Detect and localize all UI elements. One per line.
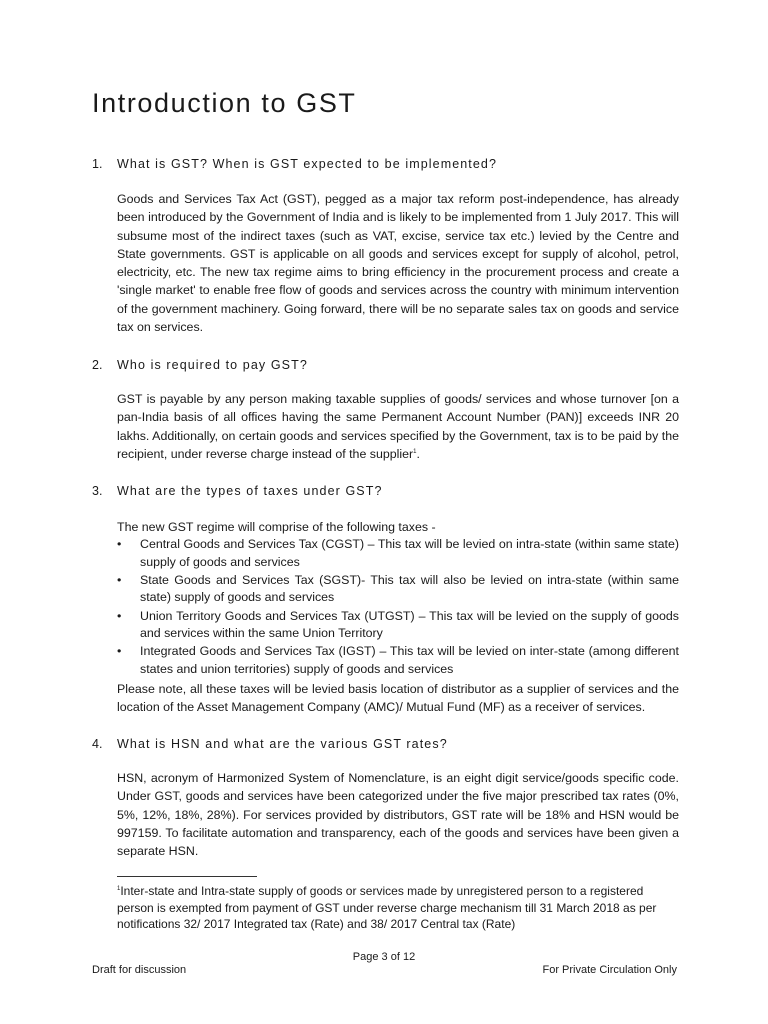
footer-circulation-label: For Private Circulation Only (542, 964, 677, 976)
tax-types-list (117, 536, 679, 679)
answer-3-closing: Please note, all these taxes will be levied basis location of distributor as a supplier of services and the location of the Asset Management Company (AMC)/ Mutual Fund (MF) as a receiver of services. (117, 682, 679, 715)
list-item-text: State Goods and Services Tax (SGST)- This tax will also be levied on intra-state (within same state) supply of goods and services (140, 572, 679, 605)
bullet-icon: • (117, 608, 122, 623)
question-1-heading (92, 157, 692, 171)
answer-2-text: GST is payable by any person making taxable supplies of goods/ services and whose turnover [on a pan-India basis of all offices having the same Permanent Account Number (PAN)] exceeds INR 20 lakhs. Additionally, on certain goods and services specified by the Government, tax is to be paid by the recipient, under reverse charge instead of the supplier (117, 392, 679, 461)
question-2-heading (92, 358, 692, 372)
question-4-number: 4. (92, 737, 103, 751)
answer-1-paragraph: Goods and Services Tax Act (GST), pegged as a major tax reform post-independence, has already been introduced by the Government of India and is likely to be implemented from 1 July 2017. This will subsume most of the indirect taxes (such as VAT, excise, service tax etc.) levied by the Centre and State governments. GST is applicable on all goods and services except for supply of alcohol, petrol, electricity, etc. The new tax regime aims to bring efficiency in the procurement process and create a 'single market' to enable free flow of goods and services across the country with minimum intervention of the government machinery. Going forward, there will be no separate sales tax on goods and service tax on services. (117, 192, 679, 335)
footnote-divider (117, 876, 257, 877)
question-1-text: What is GST? When is GST expected to be implemented? (117, 157, 498, 171)
list-item (117, 643, 679, 678)
bullet-icon: • (117, 572, 122, 587)
answer-2-end: . (416, 446, 420, 461)
footnote-reference[interactable]: 1 (413, 448, 417, 455)
answer-4-paragraph: HSN, acronym of Harmonized System of Nomenclature, is an eight digit service/goods specific code. Under GST, goods and services have been categorized under the five major prescribed tax rates (0%, 5%, 12%, 18%, 28%). For services provided by distributors, GST rate will be 18% and HSN would be 997159. To facilitate automation and transparency, each of the goods and services have been given a separate HSN. (117, 771, 679, 859)
list-item-text: Integrated Goods and Services Tax (IGST) – This tax will be levied on inter-state (among different states and union territories) supply of goods and services (140, 644, 679, 676)
bullet-icon: • (117, 537, 122, 551)
footnote-text: Inter-state and Intra-state supply of goods or services made by unregistered person to a registered person is exempted from payment of GST under reverse charge mechanism till 31 March 2018 as per notifications 32/ 2017 Integrated tax (Rate) and 38/ 2017 Central tax (Rate) (117, 884, 657, 931)
question-2-text: Who is required to pay GST? (117, 358, 308, 372)
question-3-text: What are the types of taxes under GST? (117, 484, 383, 498)
page-title: Introduction to GST (92, 88, 357, 118)
answer-3-lead: The new GST regime will comprise of the following taxes - (117, 520, 436, 534)
answer-2-paragraph (117, 390, 679, 463)
list-item-text: Union Territory Goods and Services Tax (UTGST) – This tax will be levied on the supply of goods and services within the same Union Territory (140, 608, 679, 641)
list-item (117, 608, 679, 643)
list-item (117, 536, 679, 571)
footnote-marker: 1 (117, 886, 121, 892)
page-number: Page 3 of 12 (352, 951, 416, 963)
question-3-heading (92, 484, 692, 498)
question-2-number: 2. (92, 358, 103, 372)
question-4-heading (92, 737, 692, 751)
footnote (117, 883, 677, 933)
footer-draft-label: Draft for discussion (92, 964, 187, 976)
question-3-number: 3. (92, 484, 103, 498)
bullet-icon: • (117, 644, 122, 659)
list-item-text: Central Goods and Services Tax (CGST) – This tax will be levied on intra-state (within same state) supply of goods and services (140, 537, 679, 569)
list-item (117, 572, 679, 607)
question-4-text: What is HSN and what are the various GST rates? (117, 737, 448, 751)
question-1-number: 1. (92, 157, 103, 171)
